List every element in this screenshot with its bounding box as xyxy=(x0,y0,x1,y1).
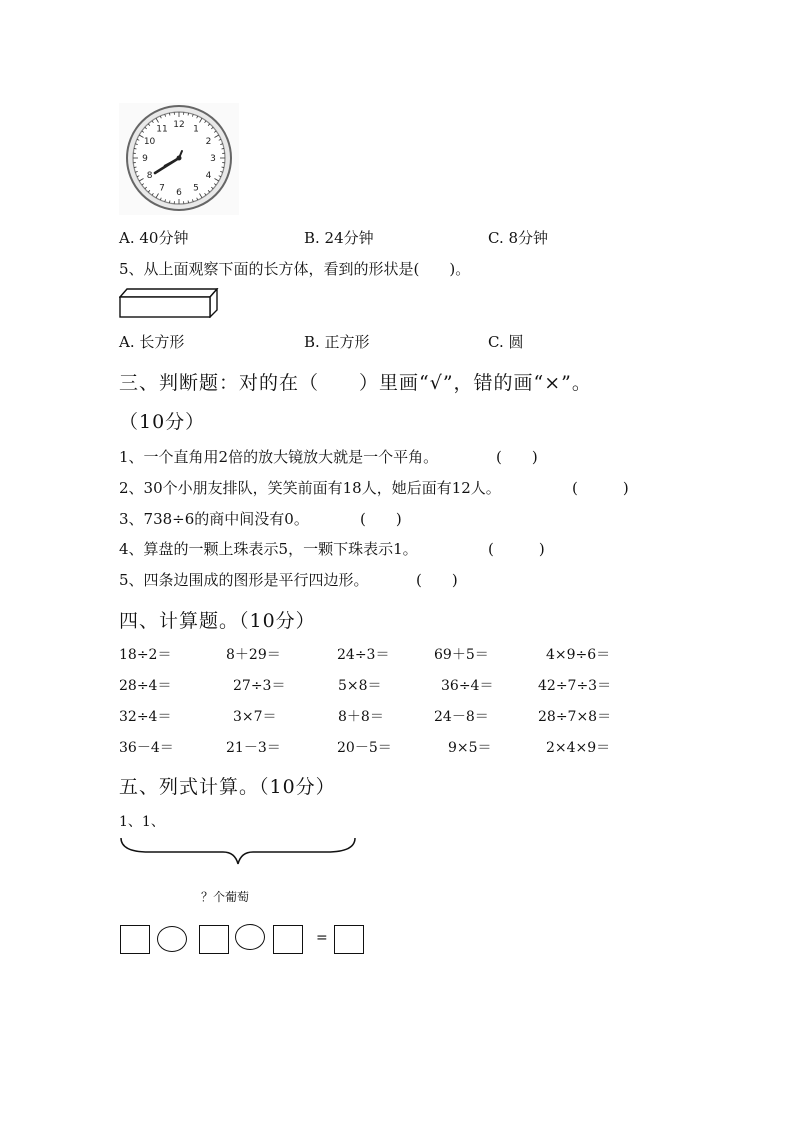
operator-circle-2[interactable] xyxy=(235,924,265,950)
q5-question: 5、从上面观察下面的长方体，看到的形状是( )。 xyxy=(119,260,471,278)
clock-number: 11 xyxy=(156,124,168,135)
calc-r2-c1: 28÷4＝ xyxy=(119,678,172,694)
clock-number: 9 xyxy=(142,154,148,164)
q5-1-label: 1、1、 xyxy=(119,814,165,830)
clock-number: 1 xyxy=(193,124,199,135)
calc-r3-c1: 32÷4＝ xyxy=(119,709,172,725)
clock-tick xyxy=(222,148,224,149)
clock-number: 4 xyxy=(205,171,212,181)
clock-tick xyxy=(169,113,170,115)
clock-number: 3 xyxy=(210,154,216,164)
q4-option-c: C. 8分钟 xyxy=(488,229,549,247)
answer-box-2[interactable] xyxy=(199,925,229,954)
cuboid-figure xyxy=(119,288,219,318)
calc-r3-c2: 3×7＝ xyxy=(233,709,277,725)
clock-tick xyxy=(222,167,224,168)
judge-item-2-blank[interactable]: ( ) xyxy=(572,479,629,497)
clock-number: 6 xyxy=(176,188,182,198)
judge-item-5-blank[interactable]: ( ) xyxy=(416,571,458,589)
q5-option-c: C. 圆 xyxy=(488,333,524,351)
calc-r1-c5: 4×9÷6＝ xyxy=(546,647,611,663)
brace-label: ？个葡萄 xyxy=(201,890,250,904)
judge-item-3-blank[interactable]: ( ) xyxy=(360,510,402,528)
judge-item-1: 1、一个直角用2倍的放大镜放大就是一个平角。 xyxy=(119,448,439,466)
section-3-score: （10分） xyxy=(119,411,206,433)
judge-item-4-blank[interactable]: ( ) xyxy=(488,540,545,558)
section-4-title: 四、计算题。（10分） xyxy=(119,610,316,632)
calc-r2-c2: 27÷3＝ xyxy=(233,678,286,694)
q5-option-b: B. 正方形 xyxy=(304,333,370,351)
clock-figure xyxy=(119,103,239,215)
clock-number: 10 xyxy=(143,137,156,147)
calc-r3-c4: 24－8＝ xyxy=(434,709,489,725)
clock-tick xyxy=(134,148,136,149)
calc-r4-c1: 36－4＝ xyxy=(119,740,174,756)
section-5-title: 五、列式计算。（10分） xyxy=(119,776,336,798)
clock-number: 12 xyxy=(173,120,185,130)
calc-r3-c5: 28÷7×8＝ xyxy=(538,709,612,725)
calc-r4-c4: 9×5＝ xyxy=(448,740,492,756)
answer-box-3[interactable] xyxy=(273,925,303,954)
clock-tick xyxy=(188,113,189,115)
clock-number: 8 xyxy=(146,171,153,181)
clock-number: 7 xyxy=(159,183,165,194)
calc-r3-c3: 8＋8＝ xyxy=(338,709,384,725)
calc-r2-c4: 36÷4＝ xyxy=(441,678,494,694)
clock-tick xyxy=(134,167,136,168)
q5-option-a: A. 长方形 xyxy=(119,333,185,351)
judge-item-4: 4、算盘的一颗上珠表示5，一颗下珠表示1。 xyxy=(119,540,418,558)
calc-r4-c3: 20－5＝ xyxy=(337,740,392,756)
calc-r1-c1: 18÷2＝ xyxy=(119,647,172,663)
section-3-title: 三、判断题：对的在（ ）里画“√”，错的画“×”。 xyxy=(119,372,592,394)
answer-box-1[interactable] xyxy=(120,925,150,954)
calc-r2-c3: 5×8＝ xyxy=(338,678,382,694)
clock-number: 2 xyxy=(205,137,212,147)
calc-r4-c5: 2×4×9＝ xyxy=(546,740,611,756)
clock-tick xyxy=(188,201,189,203)
clock-number: 5 xyxy=(193,183,199,194)
curly-brace xyxy=(119,836,357,866)
clock-tick xyxy=(169,201,170,203)
equals-sign: = xyxy=(316,930,328,946)
answer-box-result[interactable] xyxy=(334,925,364,954)
calc-r1-c4: 69＋5＝ xyxy=(434,647,489,663)
judge-item-3: 3、738÷6的商中间没有0。 xyxy=(119,510,309,528)
q4-option-b: B. 24分钟 xyxy=(304,229,374,247)
judge-item-1-blank[interactable]: ( ) xyxy=(496,448,538,466)
operator-circle-1[interactable] xyxy=(157,926,187,952)
calc-r1-c3: 24÷3＝ xyxy=(337,647,390,663)
calc-r4-c2: 21－3＝ xyxy=(226,740,281,756)
calc-r1-c2: 8＋29＝ xyxy=(226,647,281,663)
judge-item-2: 2、30个小朋友排队，笑笑前面有18人，她后面有12人。 xyxy=(119,479,501,497)
calc-r2-c5: 42÷7÷3＝ xyxy=(538,678,612,694)
q4-option-a: A. 40分钟 xyxy=(119,229,189,247)
judge-item-5: 5、四条边围成的图形是平行四边形。 xyxy=(119,571,369,589)
